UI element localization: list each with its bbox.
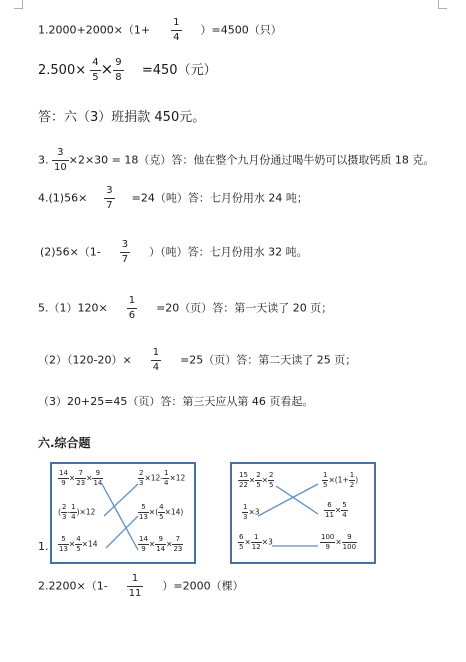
right-expression-3: $\frac{100}{9}$ × $\frac{9}{100}$	[321, 533, 357, 551]
fraction: $\frac{3}{7}$	[121, 239, 129, 265]
fraction: $\frac{3}{10}$	[54, 147, 67, 173]
page-corner-mark	[438, 0, 447, 9]
page-corner-mark	[14, 0, 23, 9]
problem-5-part-3: （3）20+25=45（页）答：第三天应从第 46 页看起。	[38, 395, 314, 408]
matching-box-1	[50, 462, 196, 564]
problem-5-part-2: （2）（120-20）× $\frac{1}{4}$ =25（页）答：第二天读了 25 页；	[38, 347, 357, 373]
problem-4-part-2: (2)56×（1- $\frac{3}{7}$ ）（吨）答：七月份用水 32 吨。	[40, 239, 308, 265]
left-expression-2: $\frac{1}{3}$ ×3	[243, 503, 260, 521]
left-expression-1: $\frac{14}{9}$ × $\frac{7}{23}$ × $\frac{9}{14}$	[59, 469, 103, 487]
section-heading: 六.综合题	[38, 436, 91, 450]
problem-5-part-1: 5.（1）120× $\frac{1}{6}$ =20（页）答：第一天读了 20 页；	[38, 295, 333, 321]
fraction: $\frac{9}{8}$	[115, 57, 122, 83]
right-expression-2: $\frac{5}{13}$ ×( $\frac{4}{5}$ ×14)	[139, 503, 184, 521]
problem-2: 2.500× $\frac{4}{5}$ × $\frac{9}{8}$ =450（元）	[38, 57, 217, 83]
matching-box-2	[230, 462, 376, 564]
fraction: $\frac{1}{6}$	[128, 295, 136, 321]
left-expression-3: $\frac{5}{13}$ × $\frac{4}{5}$ ×14	[59, 535, 98, 553]
right-expression-1: $\frac{1}{5}$ ×(1+ $\frac{1}{2}$ )	[323, 471, 359, 489]
left-expression-3: $\frac{6}{5}$ × $\frac{1}{12}$ ×3	[239, 533, 273, 551]
right-expression-1: $\frac{2}{3}$ ×12- $\frac{1}{4}$ ×12	[139, 469, 186, 487]
problem-number: 1.	[38, 23, 49, 37]
fraction: $\frac{1}{4}$	[173, 17, 180, 43]
problem-4-part-1: 4.(1)56× $\frac{3}{7}$ =24（吨）答：七月份用水 24 吨；	[38, 185, 308, 211]
problem-3: 3. $\frac{3}{10}$ ×2×30 = 18（克）答：他在整个九月份通过喝牛奶可以摄取钙质 18 克。	[38, 147, 435, 173]
right-expression-3: $\frac{14}{9}$ × $\frac{9}{14}$ × $\frac{7}{23}$	[139, 535, 183, 553]
fraction: $\frac{1}{11}$	[128, 573, 142, 599]
left-expression-1: $\frac{15}{22}$ × $\frac{2}{5}$ × $\frac{2}{5}$	[239, 471, 274, 489]
right-expression-2: $\frac{6}{11}$ × $\frac{5}{4}$	[325, 501, 347, 519]
fraction: $\frac{1}{4}$	[152, 347, 160, 373]
fraction: $\frac{3}{7}$	[106, 185, 113, 211]
problem-6-number: 1.	[38, 540, 49, 553]
problem-7: 2.2200×（1- $\frac{1}{11}$ ）=2000（棵）	[38, 573, 244, 599]
left-expression-2: ( $\frac{2}{3}$ - $\frac{1}{4}$ )×12	[58, 503, 96, 521]
answer-text: 答：六（3）班捐款 450元。	[38, 110, 206, 125]
problem-1: 1.2000+2000×（1+ $\frac{1}{4}$ ）=4500（只）	[38, 17, 282, 43]
fraction: $\frac{4}{5}$	[92, 57, 99, 83]
